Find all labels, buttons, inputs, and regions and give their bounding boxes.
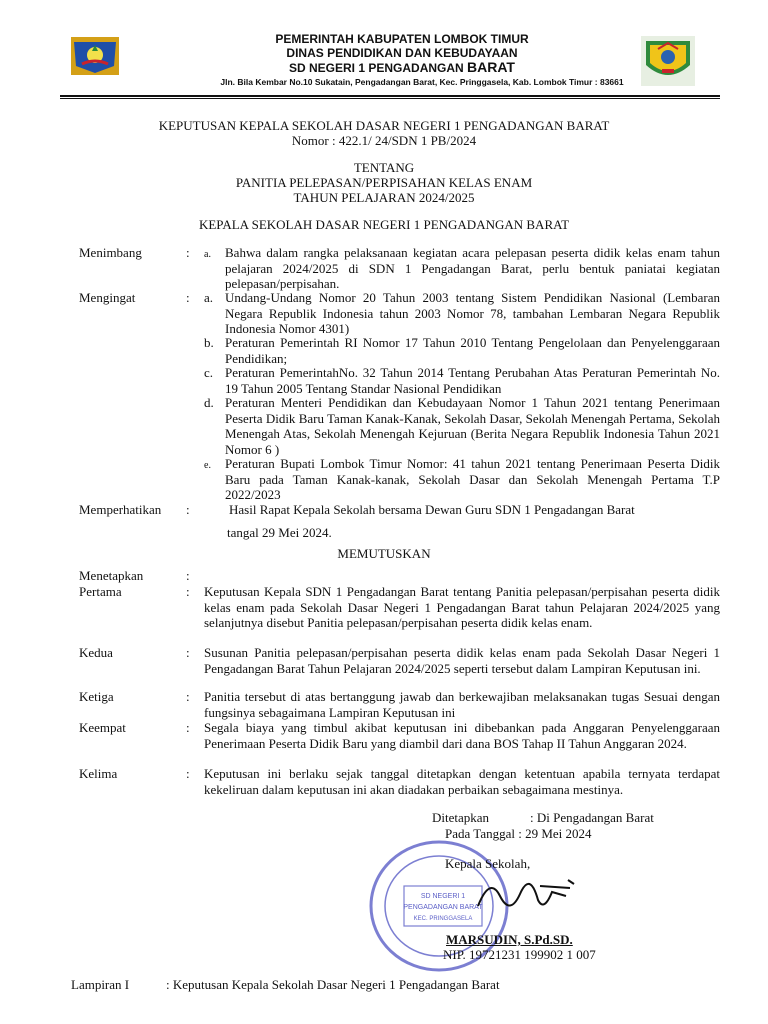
colon: : [186, 568, 190, 583]
diktum-label-kelima: Kelima [79, 766, 118, 781]
lampiran-text: : Keputusan Kepala Sekolah Dasar Negeri 1 Pengadangan Barat [166, 977, 500, 992]
diktum-label-pertama: Pertama [79, 584, 122, 599]
diktum-text-kedua: Susunan Panitia pelepasan/perpisahan peserta didik kelas enam pada Sekolah Dasar Negeri 1 Pengadangan Barat Tahun Pelajaran 2024/2025 seperti tersebut dalam Lampiran Keputusan ini. [204, 645, 720, 676]
colon: : [186, 766, 190, 781]
mengingat-item-e: Peraturan Bupati Lombok Timur Nomor: 41 tahun 2021 tentang Penerimaan Peserta Didik Baru pada Taman Kanak-kanak, Sekolah Dasar dan Sekolah Menengah Pertama T.P 2022/2023 [225, 456, 720, 502]
item-marker: e. [204, 460, 211, 471]
agency-name: DINAS PENDIDIKAN DAN KEBUDAYAAN [286, 46, 518, 60]
menimbang-label: Menimbang [79, 245, 142, 260]
decree-number: Nomor : 422.1/ 24/SDN 1 PB/2024 [291, 133, 477, 148]
memutuskan-heading: MEMUTUSKAN [337, 546, 431, 561]
tentang-heading: TENTANG [353, 160, 415, 175]
svg-text:PENGADANGAN BARAT: PENGADANGAN BARAT [403, 904, 483, 911]
colon: : [186, 245, 190, 260]
lampiran-label: Lampiran I [71, 977, 130, 992]
memperhatikan-line-2: tangal 29 Mei 2024. [227, 525, 332, 540]
mengingat-item-c: Peraturan PemerintahNo. 32 Tahun 2014 Tentang Perubahan Atas Peraturan Pemerintah No. 19 Tahun 2005 Tentang Standar Nasional Pendidikan [225, 365, 720, 396]
diktum-label-ketiga: Ketiga [79, 689, 114, 704]
tanggal-line: Pada Tanggal : 29 Mei 2024 [445, 826, 592, 841]
colon: : [186, 689, 190, 704]
menimbang-item-a: Bahwa dalam rangka pelaksanaan kegiatan acara pelepasan peserta didik kelas enam tahun pelajaran 2024/2025 di SDN 1 Pengadangan Barat, perlu bentuk paniatai kegiatan pelepasan/perpisahan. [225, 245, 720, 291]
diktum-text-pertama: Keputusan Kepala SDN 1 Pengadangan Barat tentang Panitia pelepasan/perpisahan peserta didik kelas enam pada Sekolah Dasar Negeri 1 Pengadangan Barat tahun Pelajaran 2024/2025 yang selanjutnya disebut Panitia pelepasan/perpisahan peserta didik kelas enam. [204, 584, 720, 630]
school-name-suffix: BARAT [467, 59, 515, 75]
mengingat-item-a: Undang-Undang Nomor 20 Tahun 2003 tentang Sistem Pendidikan Nasional (Lembaran Negara Republik Indonesia tahun 2003 Nomor 78, tambahan Lembaran Negara Republik Indonesia Nomor 4301) [225, 290, 720, 336]
diktum-text-kelima: Keputusan ini berlaku sejak tanggal ditetapkan dengan ketentuan apabila ternyata terdapat kekeliruan dalam keputusan ini akan diadakan perbaikan sebagaimana mestinya. [204, 766, 720, 797]
menetapkan-label: Menetapkan [79, 568, 144, 583]
signatory-nip: NIP. 19721231 199902 1 007 [443, 947, 596, 962]
diktum-label-kedua: Kedua [79, 645, 113, 660]
jabatan-line: Kepala Sekolah, [445, 856, 531, 871]
diktum-text-ketiga: Panitia tersebut di atas bertanggung jawab dan berkewajiban melaksanakan tugas Sesuai dengan fungsinya sebagaimana Lampiran Keputusan ini [204, 689, 720, 720]
diktum-text-keempat: Segala biaya yang timbul akibat keputusan ini dibebankan pada Anggaran Penyelenggaraan Penerimaan Peserta Didik Baru yang diambil dari dana BOS Tahap II Tahun Anggaran 2024. [204, 720, 720, 751]
tut-wuri-handayani-logo-icon [640, 35, 696, 87]
colon: : [186, 645, 190, 660]
item-marker: a. [204, 249, 211, 260]
header-rule-thin [60, 98, 720, 99]
header-rule-thick [60, 95, 720, 97]
colon: : [186, 720, 190, 735]
school-name-main: SD NEGERI 1 PENGADANGAN [289, 61, 468, 75]
school-address: Jln. Bila Kembar No.10 Sukatain, Pengadangan Barat, Kec. Pringgasela, Kab. Lombok Timur : 83661 [220, 77, 624, 87]
colon: : [186, 290, 190, 305]
issuer-line: KEPALA SEKOLAH DASAR NEGERI 1 PENGADANGAN BARAT [198, 217, 570, 232]
item-marker: d. [204, 395, 214, 410]
memperhatikan-label: Memperhatikan [79, 502, 162, 517]
mengingat-item-d: Peraturan Menteri Pendidikan dan Kebudayaan Nomor 1 Tahun 2021 tentang Penerimaan Peserta Didik Baru Taman Kanak-Kanak, Sekolah Dasar, Sekolah Menengah Pertama, Sekolah Menengah Atas, Sekolah Menengah Kejuruan (Berita Negara Republik Indonesia Tahun 2021 Nomor 6 ) [225, 395, 720, 457]
subject-line-1: PANITIA PELEPASAN/PERPISAHAN KELAS ENAM [235, 175, 533, 190]
memperhatikan-line-1: Hasil Rapat Kepala Sekolah bersama Dewan Guru SDN 1 Pengadangan Barat [229, 502, 635, 517]
item-marker: b. [204, 335, 214, 350]
mengingat-label: Mengingat [79, 290, 136, 305]
item-marker: c. [204, 365, 214, 380]
svg-text:SD NEGERI 1: SD NEGERI 1 [420, 893, 466, 900]
svg-text:KEC. PRINGGASELA: KEC. PRINGGASELA [413, 916, 473, 922]
item-marker: a. [204, 290, 214, 305]
handwritten-signature-icon [470, 866, 580, 926]
signatory-name: MARSUDIN, S.Pd.SD. [446, 932, 573, 947]
colon: : [186, 584, 190, 599]
decree-title: KEPUTUSAN KEPALA SEKOLAH DASAR NEGERI 1 PENGADANGAN BARAT [158, 118, 610, 133]
ditetapkan-value: : Di Pengadangan Barat [530, 810, 654, 825]
ditetapkan-label: Ditetapkan [432, 810, 490, 825]
mengingat-item-b: Peraturan Pemerintah RI Nomor 17 Tahun 2010 Tentang Pengelolaan dan Penyelenggaraan Pendidikan; [225, 335, 720, 366]
diktum-label-keempat: Keempat [79, 720, 126, 735]
letterhead [60, 32, 720, 92]
gov-name: PEMERINTAH KABUPATEN LOMBOK TIMUR [275, 32, 529, 46]
subject-line-2: TAHUN PELAJARAN 2024/2025 [293, 190, 475, 205]
colon: : [186, 502, 190, 517]
